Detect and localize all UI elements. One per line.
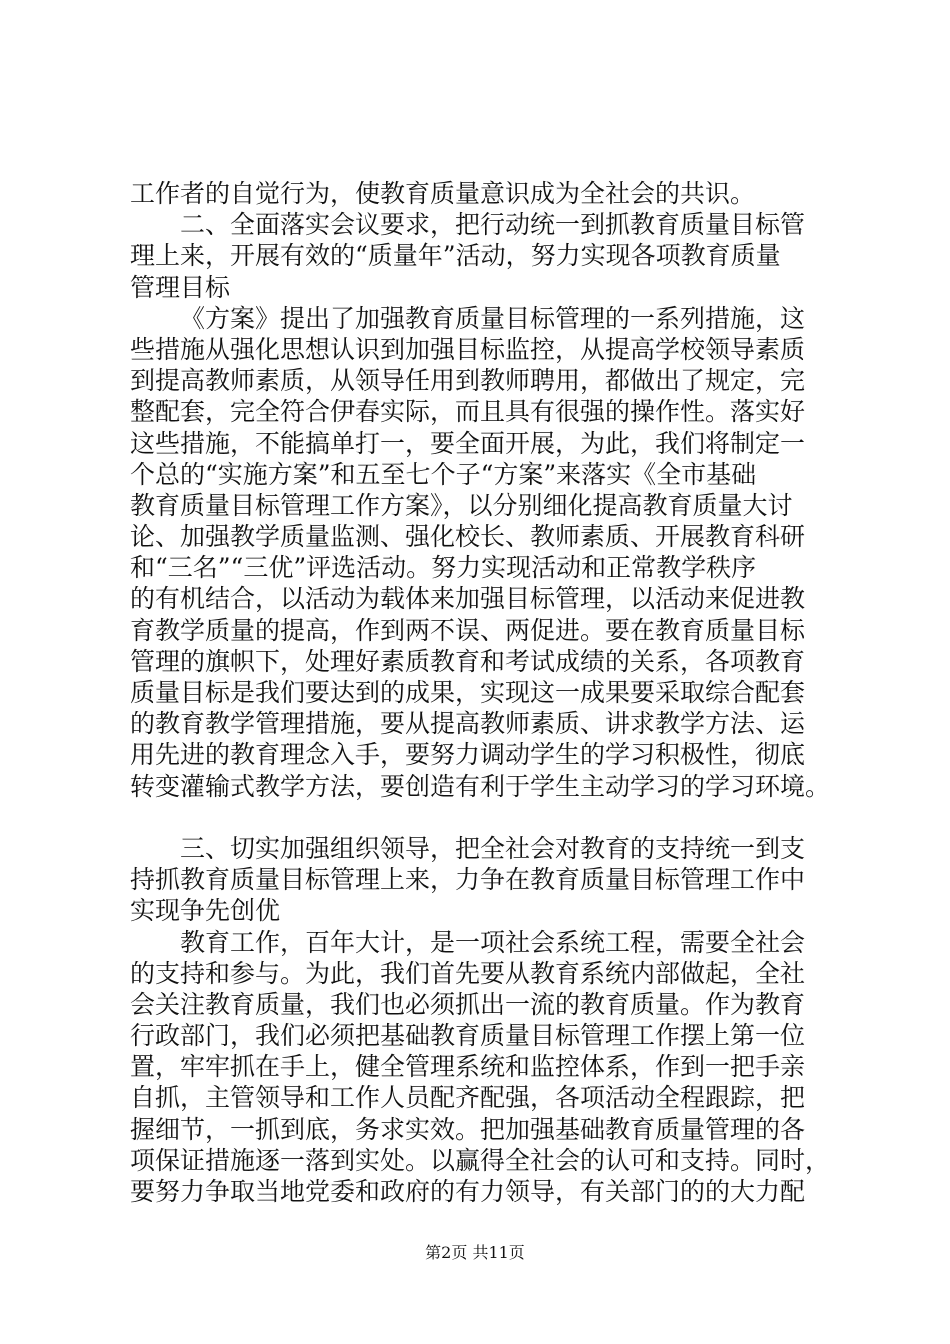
text-line: 行政部门，我们必须把基础教育质量目标管理工作摆上第一位 xyxy=(130,1021,806,1051)
paragraph-start-line: 二、全面落实会议要求，把行动统一到抓教育质量目标管 xyxy=(180,210,806,240)
text-line: 教育质量目标管理工作方案》，以分别细化提高教育质量大讨 xyxy=(130,490,793,520)
document-body xyxy=(130,178,840,1207)
text-line: 项保证措施逐一落到实处。以赢得全社会的认可和支持。同时， xyxy=(130,1145,831,1175)
text-line: 的支持和参与。为此，我们首先要从教育系统内部做起，全社 xyxy=(130,958,806,988)
text-line: 个总的“实施方案”和五至七个子“方案”来落实《全市基础 xyxy=(130,459,757,489)
text-line: 管理目标 xyxy=(130,272,231,302)
text-line: 的有机结合，以活动为载体来加强目标管理，以活动来促进教 xyxy=(130,584,806,614)
text-line: 这些措施，不能搞单打一，要全面开展，为此，我们将制定一 xyxy=(130,428,806,458)
text-line: 些措施从强化思想认识到加强目标监控，从提高学校领导素质 xyxy=(130,334,806,364)
text-line: 育教学质量的提高，作到两不误、两促进。要在教育质量目标 xyxy=(130,615,806,645)
text-line: 的教育教学管理措施，要从提高教师素质、讲求教学方法、运 xyxy=(130,709,806,739)
text-line: 实现争先创优 xyxy=(130,896,281,926)
text-line: 理上来，开展有效的“质量年”活动，努力实现各项教育质量 xyxy=(130,241,781,271)
text-line: 置，牢牢抓在手上，健全管理系统和监控体系，作到一把手亲 xyxy=(130,1052,806,1082)
page-footer: 第2页 共11页 xyxy=(425,1243,525,1262)
text-line: 工作者的自觉行为，使教育质量意识成为全社会的共识。 xyxy=(130,179,756,208)
text-line: 用先进的教育理念入手，要努力调动学生的学习积极性，彻底 xyxy=(130,740,806,770)
paragraph-start-line: 三、切实加强组织领导，把全社会对教育的支持统一到支 xyxy=(180,833,806,863)
text-line: 要努力争取当地党委和政府的有力领导，有关部门的的大力配 xyxy=(130,1177,806,1206)
text-line: 和“三名”“三优”评选活动。努力实现活动和正常教学秩序 xyxy=(130,553,757,583)
text-line: 到提高教师素质，从领导任用到教师聘用，都做出了规定，完 xyxy=(130,366,806,396)
text-line: 质量目标是我们要达到的成果，实现这一成果要采取综合配套 xyxy=(130,678,806,707)
text-line: 会关注教育质量，我们也必须抓出一流的教育质量。作为教育 xyxy=(130,989,806,1019)
text-line: 自抓，主管领导和工作人员配齐配强，各项活动全程跟踪，把 xyxy=(130,1083,806,1113)
blank-line xyxy=(130,802,840,833)
paragraph-start-line: 教育工作，百年大计，是一项社会系统工程，需要全社会 xyxy=(180,927,806,957)
text-line: 转变灌输式教学方法，要创造有利于学生主动学习的学习环境。 xyxy=(130,771,831,801)
text-line: 持抓教育质量目标管理上来，力争在教育质量目标管理工作中 xyxy=(130,865,806,895)
text-line: 整配套，完全符合伊春实际，而且具有很强的操作性。落实好 xyxy=(130,397,806,427)
text-line: 管理的旗帜下，处理好素质教育和考试成绩的关系，各项教育 xyxy=(130,646,806,676)
paragraph-start-line: 《方案》提出了加强教育质量目标管理的一系列措施，这 xyxy=(180,303,806,333)
text-line: 论、加强教学质量监测、强化校长、教师素质、开展教育科研 xyxy=(130,522,806,552)
text-line: 握细节，一抓到底，务求实效。把加强基础教育质量管理的各 xyxy=(130,1114,806,1144)
